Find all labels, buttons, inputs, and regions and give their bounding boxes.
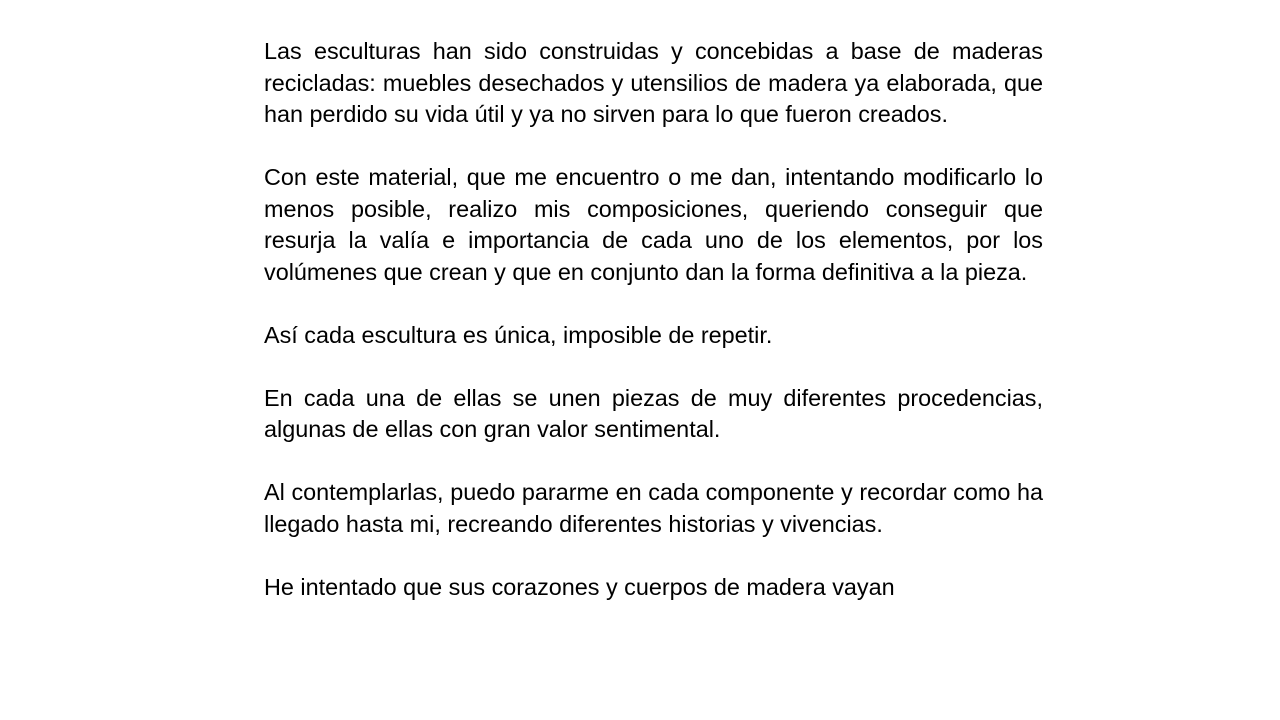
paragraph-2: Con este material, que me encuentro o me dan, intentando modificarlo lo menos posible, realizo mis composiciones, queriendo conseguir que resurja la valía e importancia de cada uno de los elementos, por los volúmenes que crean y que en conjunto dan la forma definitiva a la pieza. — [264, 164, 1043, 285]
paragraph-3: Así cada escultura es única, imposible de repetir. — [264, 321, 773, 348]
text-block — [264, 36, 1043, 635]
paragraph-6: He intentado que sus corazones y cuerpos de madera vayan — [264, 573, 895, 600]
paragraph-1: Las esculturas han sido construidas y concebidas a base de maderas recicladas: muebles desechados y utensilios de madera ya elaborada, que han perdido su vida útil y ya no sirven para lo que fueron creados. — [264, 38, 1043, 127]
paragraph-5: Al contemplarlas, puedo pararme en cada componente y recordar como ha llegado hasta mi, recreando diferentes historias y vivencias. — [264, 479, 1043, 537]
paragraph-4: En cada una de ellas se unen piezas de muy diferentes procedencias, algunas de ellas con gran valor sentimental. — [264, 384, 1043, 442]
